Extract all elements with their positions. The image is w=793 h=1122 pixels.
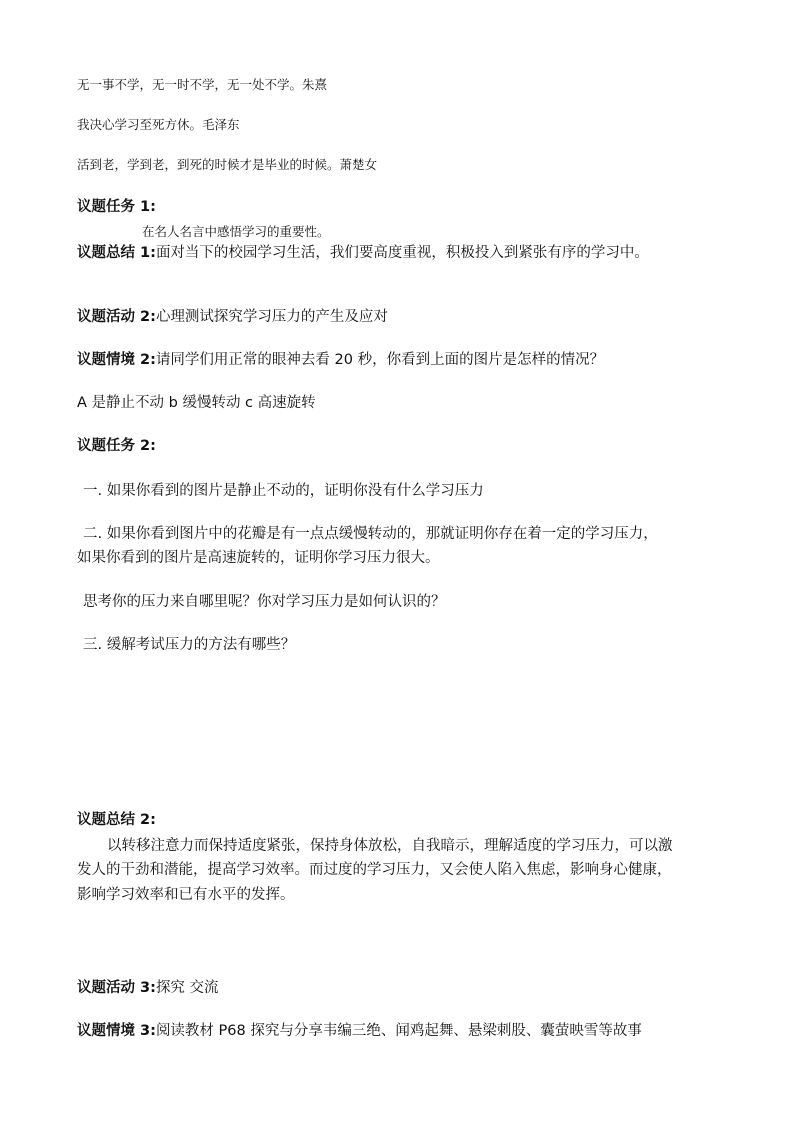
- task2-label: 议题任务 2:: [77, 438, 156, 454]
- situation2: [77, 353, 604, 368]
- summary1-text: 面对当下的校园学习生活，我们要高度重视，积极投入到紧张有序的学习中。: [155, 245, 649, 261]
- task1-text: 在名人名言中感悟学习的重要性。: [142, 224, 330, 239]
- activity2: [77, 310, 388, 325]
- activity2-label: 议题活动 2:: [77, 309, 156, 325]
- task2-item3: 三. 缓解考试压力的方法有哪些？: [83, 637, 296, 653]
- task2-think: 思考你的压力来自哪里呢？你对学习压力是如何认识的？: [83, 594, 446, 610]
- quote-2: 我决心学习至死方休。毛泽东: [77, 117, 240, 132]
- task2-item1: 一. 如果你看到的图片是静止不动的，证明你没有什么学习压力: [83, 483, 484, 499]
- situation2-text: 请同学们用正常的眼神去看 20 秒，你看到上面的图片是怎样的情况？: [155, 352, 605, 368]
- task2-item2-line2: 如果你看到的图片是高速旋转的，证明你学习压力很大。: [77, 550, 440, 566]
- summary2-label: 议题总结 2:: [77, 812, 156, 828]
- summary2-line1: 以转移注意力而保持适度紧张，保持身体放松，自我暗示，理解适度的学习压力，可以激: [107, 838, 673, 854]
- activity3-text: 探究 交流: [155, 980, 219, 996]
- task1-label: 议题任务 1:: [77, 199, 156, 215]
- task2-item2-line1: 二. 如果你看到图片中的花瓣是有一点点缓慢转动的，那就证明你存在着一定的学习压力，: [83, 526, 658, 542]
- activity3: [77, 981, 219, 996]
- quote-1: 无一事不学，无一时不学，无一处不学。朱熹: [77, 77, 328, 92]
- situation3-label: 议题情境 3:: [77, 1023, 156, 1039]
- situation3-text: 阅读教材 P68 探究与分享韦编三绝、闻鸡起舞、悬梁刺股、囊萤映雪等故事: [155, 1023, 642, 1039]
- quote-3: 活到老，学到老，到死的时候才是毕业的时候。萧楚女: [77, 157, 378, 172]
- activity2-text: 心理测试探究学习压力的产生及应对: [155, 309, 388, 325]
- options: A 是静止不动 b 缓慢转动 c 高速旋转: [77, 395, 316, 411]
- summary1-label: 议题总结 1:: [77, 245, 156, 261]
- activity3-label: 议题活动 3:: [77, 980, 156, 996]
- situation2-label: 议题情境 2:: [77, 352, 156, 368]
- summary2-line3: 影响学习效率和已有水平的发挥。: [77, 887, 295, 903]
- summary2-line2: 发人的干劲和潜能，提高学习效率。而过度的学习压力，又会使人陷入焦虑，影响身心健康，: [77, 862, 672, 878]
- summary1: [77, 246, 649, 261]
- situation3: [77, 1024, 642, 1039]
